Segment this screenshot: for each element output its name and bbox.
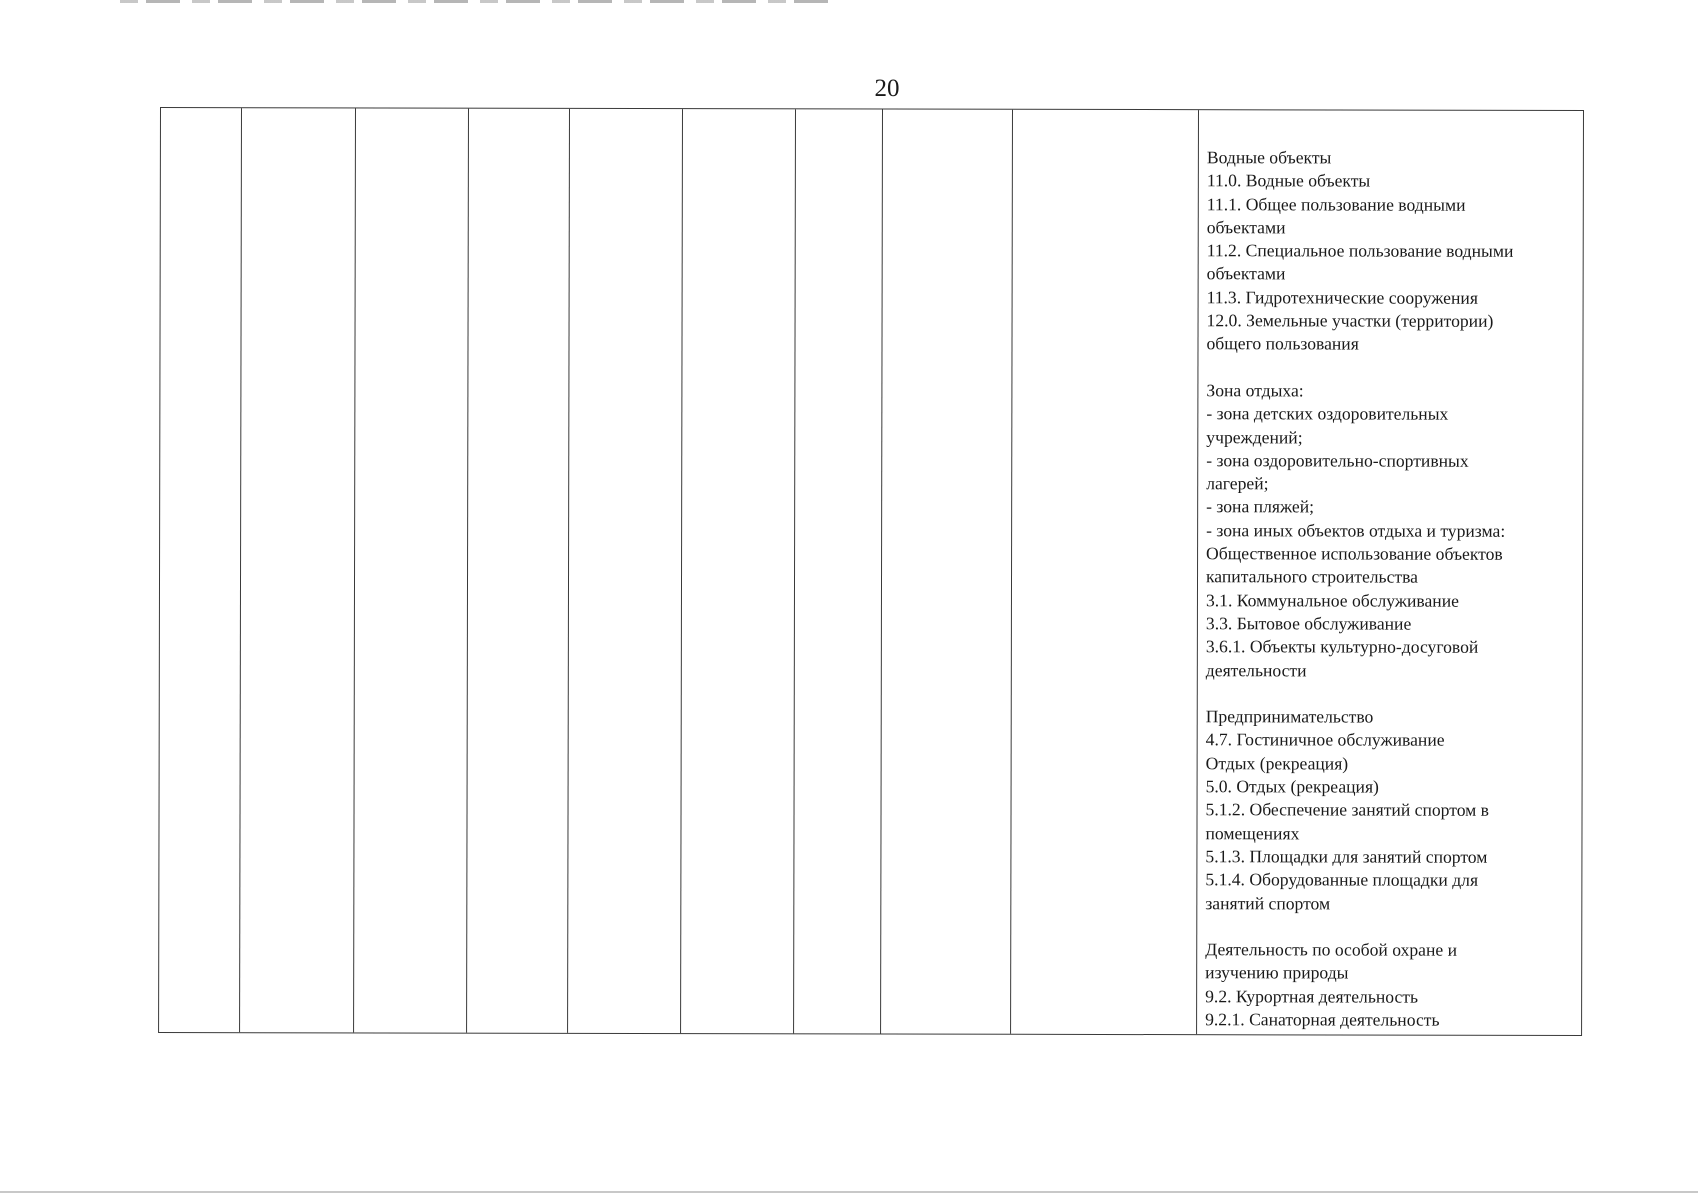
- document-table: [158, 107, 1584, 1036]
- text-line: - зона иных объектов отдыха и туризма:: [1206, 519, 1506, 541]
- text-line: 5.1.4. Оборудованные площадки для: [1205, 869, 1479, 890]
- text-line: Предпринимательство: [1205, 706, 1374, 727]
- land-use-block-business: [1205, 705, 1567, 915]
- text-line: 5.1.3. Площадки для занятий спортом: [1205, 846, 1488, 867]
- text-line: 11.2. Специальное пользование водными: [1206, 240, 1514, 262]
- table-column-empty: [1011, 110, 1199, 1034]
- table-column-empty: [568, 109, 683, 1033]
- text-line: объектами: [1206, 217, 1286, 238]
- text-line: занятий спортом: [1205, 892, 1331, 913]
- block-spacer: [1206, 356, 1568, 380]
- text-line: изучению природы: [1205, 962, 1349, 983]
- text-line: Отдых (рекреация): [1205, 752, 1349, 774]
- table-column-empty: [681, 109, 796, 1033]
- text-line: 11.1. Общее пользование водными: [1206, 193, 1466, 215]
- text-line: Общественное использование объектов: [1206, 543, 1503, 564]
- scan-bottom-edge: [0, 1191, 1698, 1193]
- text-line: лагерей;: [1206, 473, 1269, 494]
- text-line: 11.0. Водные объекты: [1206, 170, 1371, 191]
- table-column-empty: [159, 108, 242, 1032]
- text-line: Водные объекты: [1206, 147, 1332, 168]
- page-number: 20: [874, 75, 900, 102]
- text-line: - зона оздоровительно-спортивных: [1206, 450, 1469, 471]
- table-column-empty: [794, 109, 883, 1033]
- text-line: 9.2.1. Санаторная деятельность: [1205, 1009, 1440, 1030]
- text-line: Зона отдыха:: [1206, 380, 1304, 401]
- text-line: общего пользования: [1206, 333, 1359, 354]
- text-line: 9.2. Курортная деятельность: [1205, 985, 1419, 1007]
- text-line: помещениях: [1205, 822, 1300, 843]
- text-line: капитального строительства: [1205, 566, 1418, 587]
- text-line: 3.3. Бытовое обслуживание: [1205, 613, 1412, 634]
- scan-artifact: [120, 0, 840, 3]
- text-line: 12.0. Земельные участки (территории): [1206, 310, 1494, 331]
- land-use-block-water: [1206, 146, 1568, 356]
- text-line: - зона детских оздоровительных: [1206, 403, 1449, 424]
- table-column-empty: [467, 109, 570, 1033]
- text-line: 5.1.2. Обеспечение занятий спортом в: [1205, 799, 1490, 821]
- table-column-empty: [881, 110, 1013, 1034]
- text-line: деятельности: [1205, 659, 1307, 680]
- text-line: 5.0. Отдых (рекреация): [1205, 776, 1379, 797]
- table-column-empty: [354, 108, 469, 1032]
- text-line: учреждений;: [1206, 426, 1303, 447]
- text-line: 4.7. Гостиничное обслуживание: [1205, 729, 1445, 751]
- text-line: 3.1. Коммунальное обслуживание: [1205, 589, 1459, 611]
- land-use-block-recreation-zone: [1206, 379, 1569, 683]
- table-column-empty: [240, 108, 356, 1032]
- text-line: 11.3. Гидротехнические сооружения: [1206, 286, 1478, 308]
- block-spacer: [1206, 682, 1568, 706]
- text-line: - зона пляжей;: [1206, 496, 1315, 517]
- block-spacer: [1205, 915, 1567, 939]
- land-use-block-nature-protection: [1205, 938, 1567, 1032]
- text-line: объектами: [1206, 263, 1286, 284]
- text-line: Деятельность по особой охране и: [1205, 939, 1458, 960]
- text-line: 3.6.1. Объекты культурно-досуговой: [1205, 636, 1479, 657]
- table-column-land-use: [1197, 110, 1583, 1035]
